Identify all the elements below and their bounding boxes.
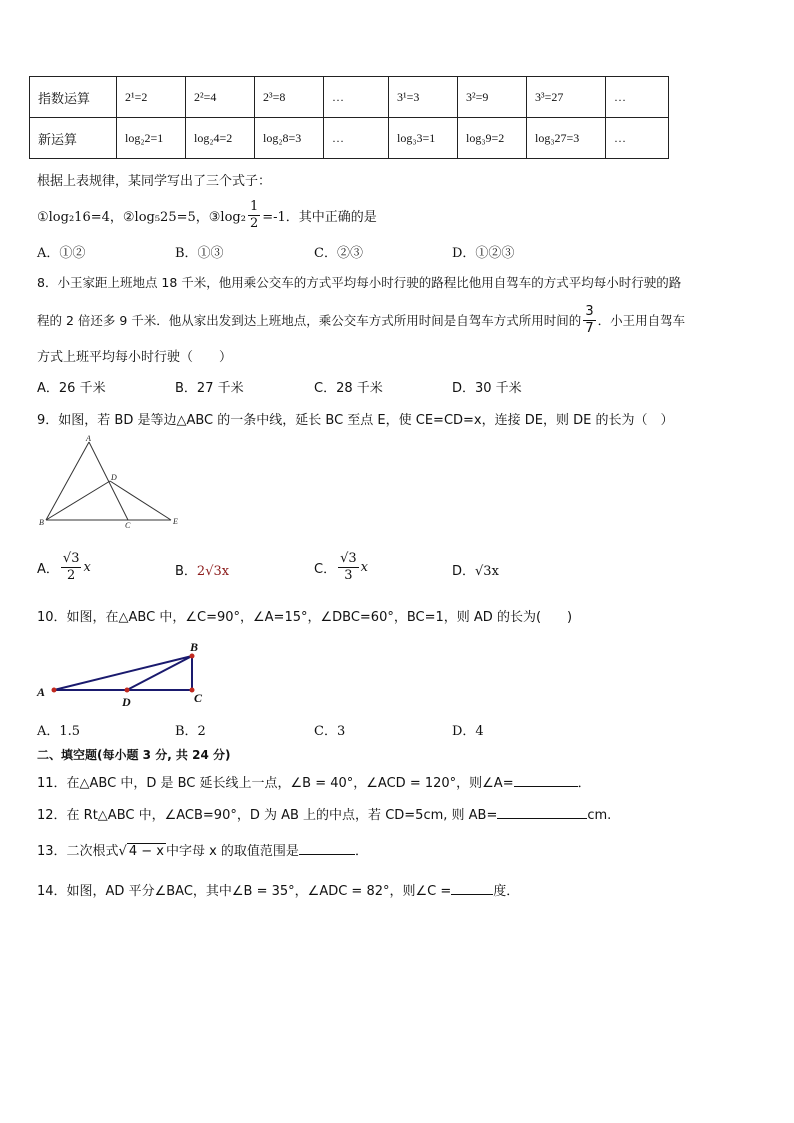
answer-blank[interactable] — [497, 818, 587, 819]
q8-option-a: A．26 千米 — [37, 381, 106, 396]
q14 — [37, 880, 519, 899]
q8-line-2a: 程的 2 倍还多 9 千米．他从家出发到达上班地点，乘公交车方式所用时间是自驾车方式所用时间的 — [37, 313, 582, 328]
variable-x: x — [83, 559, 91, 575]
table-cell: 3³=27 — [527, 77, 606, 118]
table-cell: log₂2=1 — [117, 118, 186, 159]
variable-x: x — [360, 559, 368, 575]
q7-formulas — [37, 195, 377, 235]
q9-option-d — [452, 560, 499, 579]
fraction-denominator: 2 — [67, 567, 76, 583]
q13-end: ． — [354, 844, 368, 859]
fraction-denominator: 7 — [585, 320, 594, 336]
point-b — [190, 654, 195, 659]
label-d: D — [111, 473, 117, 482]
q10-option-b: B．2 — [175, 724, 206, 739]
label-c: C — [125, 521, 131, 530]
q13 — [37, 840, 368, 859]
option-letter: C． — [314, 561, 337, 577]
point-d — [125, 688, 130, 693]
answer-blank[interactable] — [451, 894, 493, 895]
option-letter: B． — [175, 564, 197, 579]
label-e: E — [173, 517, 178, 526]
q7-intro: 根据上表规律，某同学写出了三个式子： — [37, 174, 272, 189]
q9-option-c — [314, 546, 368, 588]
q7-fraction — [248, 199, 260, 232]
q8-option-b: B．27 千米 — [175, 381, 244, 396]
fraction-numerator: √3 — [62, 550, 80, 566]
q11-text: 11．在△ABC 中，D 是 BC 延长线上一点，∠B = 40°，∠ACD = 120°，则∠A= — [37, 776, 514, 791]
fraction-numerator: 1 — [249, 198, 259, 214]
q7-formula-text: ①log₂16=4，②log₅25=5，③log₂ — [37, 209, 246, 225]
answer-blank[interactable] — [514, 786, 578, 787]
table-cell: log₃3=1 — [389, 118, 458, 159]
q14-end: 度． — [493, 884, 520, 899]
q10-option-c: C．3 — [314, 724, 346, 739]
q11 — [37, 772, 591, 791]
table-row — [30, 77, 669, 118]
table-cell: 3²=9 — [458, 77, 527, 118]
q8-line-1: 8．小王家距上班地点 18 千米，他用乘公交车的方式平均每小时行驶的路程比他用自驾车的方式平均每小时行驶的路 — [37, 275, 682, 290]
q9-text: 9．如图，若 BD 是等边△ABC 的一条中线，延长 BC 至点 E，使 CE=CD=x，连接 DE，则 DE 的长为（ ） — [37, 413, 674, 428]
option-fraction — [61, 551, 82, 584]
table-cell: … — [324, 118, 389, 159]
table-cell: 新运算 — [30, 118, 117, 159]
q13-text-2: 中字母 x 的取值范围是 — [165, 844, 299, 859]
table-cell: 2²=4 — [186, 77, 255, 118]
fraction-denominator: 3 — [344, 567, 353, 583]
table-cell: log₂8=3 — [255, 118, 324, 159]
edge-ab — [46, 442, 89, 520]
table-cell: log₃9=2 — [458, 118, 527, 159]
q7-option-d: D．①②③ — [452, 246, 515, 261]
q10-triangle-figure — [34, 638, 214, 710]
radicand: 4 − x — [128, 844, 164, 859]
q7-formula-end: =-1．其中正确的是 — [262, 209, 377, 225]
answer-blank[interactable] — [299, 854, 355, 855]
q8-fraction — [583, 304, 595, 337]
q8-line-2b: ．小王用自驾车 — [597, 313, 686, 328]
option-value: √3x — [475, 564, 499, 579]
table-cell: log₂4=2 — [186, 118, 255, 159]
label-d: D — [122, 695, 131, 709]
q10-option-d: D．4 — [452, 724, 484, 739]
q8-line-3: 方式上班平均每小时行驶（ ） — [37, 350, 233, 365]
table-cell: 2³=8 — [255, 77, 324, 118]
q10-text: 10．如图，在△ABC 中，∠C=90°，∠A=15°，∠DBC=60°，BC=1，则 AD 的长为( ) — [37, 610, 573, 625]
q12-text: 12．在 Rt△ABC 中，∠ACB=90°，D 为 AB 上的中点，若 CD=5cm, 则 AB= — [37, 808, 498, 823]
q9-triangle-figure — [36, 432, 186, 532]
q11-end: ． — [577, 776, 591, 791]
edge-ac — [89, 442, 128, 520]
table-cell: 3¹=3 — [389, 77, 458, 118]
median-bd — [46, 481, 110, 520]
q12 — [37, 804, 611, 823]
label-c: C — [194, 691, 203, 705]
q13-text: 13．二次根式 — [37, 844, 119, 859]
option-letter: A． — [37, 561, 59, 577]
q7-option-c: C．②③ — [314, 246, 363, 261]
label-b: B — [190, 640, 199, 654]
label-a: A — [37, 685, 46, 699]
point-a — [52, 688, 57, 693]
table-cell: 指数运算 — [30, 77, 117, 118]
table-row — [30, 118, 669, 159]
q10-option-a: A．1.5 — [37, 724, 81, 739]
q8-option-c: C．28 千米 — [314, 381, 383, 396]
option-letter: D． — [452, 564, 476, 579]
section-heading: 二、填空题(每小题 3 分, 共 24 分) — [37, 748, 231, 762]
option-value: 2√3x — [196, 564, 230, 579]
fraction-numerator: 3 — [585, 303, 594, 319]
label-b: B — [39, 518, 44, 527]
table-cell: log₃27=3 — [527, 118, 606, 159]
exponent-log-table — [29, 76, 669, 159]
q7-option-b: B．①③ — [175, 246, 224, 261]
label-a: A — [86, 434, 91, 443]
q12-end: cm. — [587, 808, 612, 823]
table-cell: … — [324, 77, 389, 118]
q8-line-2 — [37, 300, 685, 340]
segment-bd — [127, 656, 192, 690]
q8-option-d: D．30 千米 — [452, 381, 522, 396]
table-cell: … — [606, 77, 669, 118]
q9-option-a — [37, 546, 91, 588]
fraction-denominator: 2 — [249, 215, 259, 231]
q14-text: 14．如图，AD 平分∠BAC，其中∠B = 35°，∠ADC = 82°，则∠C = — [37, 884, 452, 899]
fraction-numerator: √3 — [340, 550, 357, 566]
table-cell: 2¹=2 — [117, 77, 186, 118]
table-cell: … — [606, 118, 669, 159]
q9-option-b — [175, 560, 229, 579]
q7-option-a: A．①② — [37, 246, 86, 261]
radical-sign: √ — [118, 844, 127, 859]
option-fraction — [338, 551, 359, 584]
segment-de — [110, 481, 171, 520]
edge-ab — [54, 656, 192, 690]
